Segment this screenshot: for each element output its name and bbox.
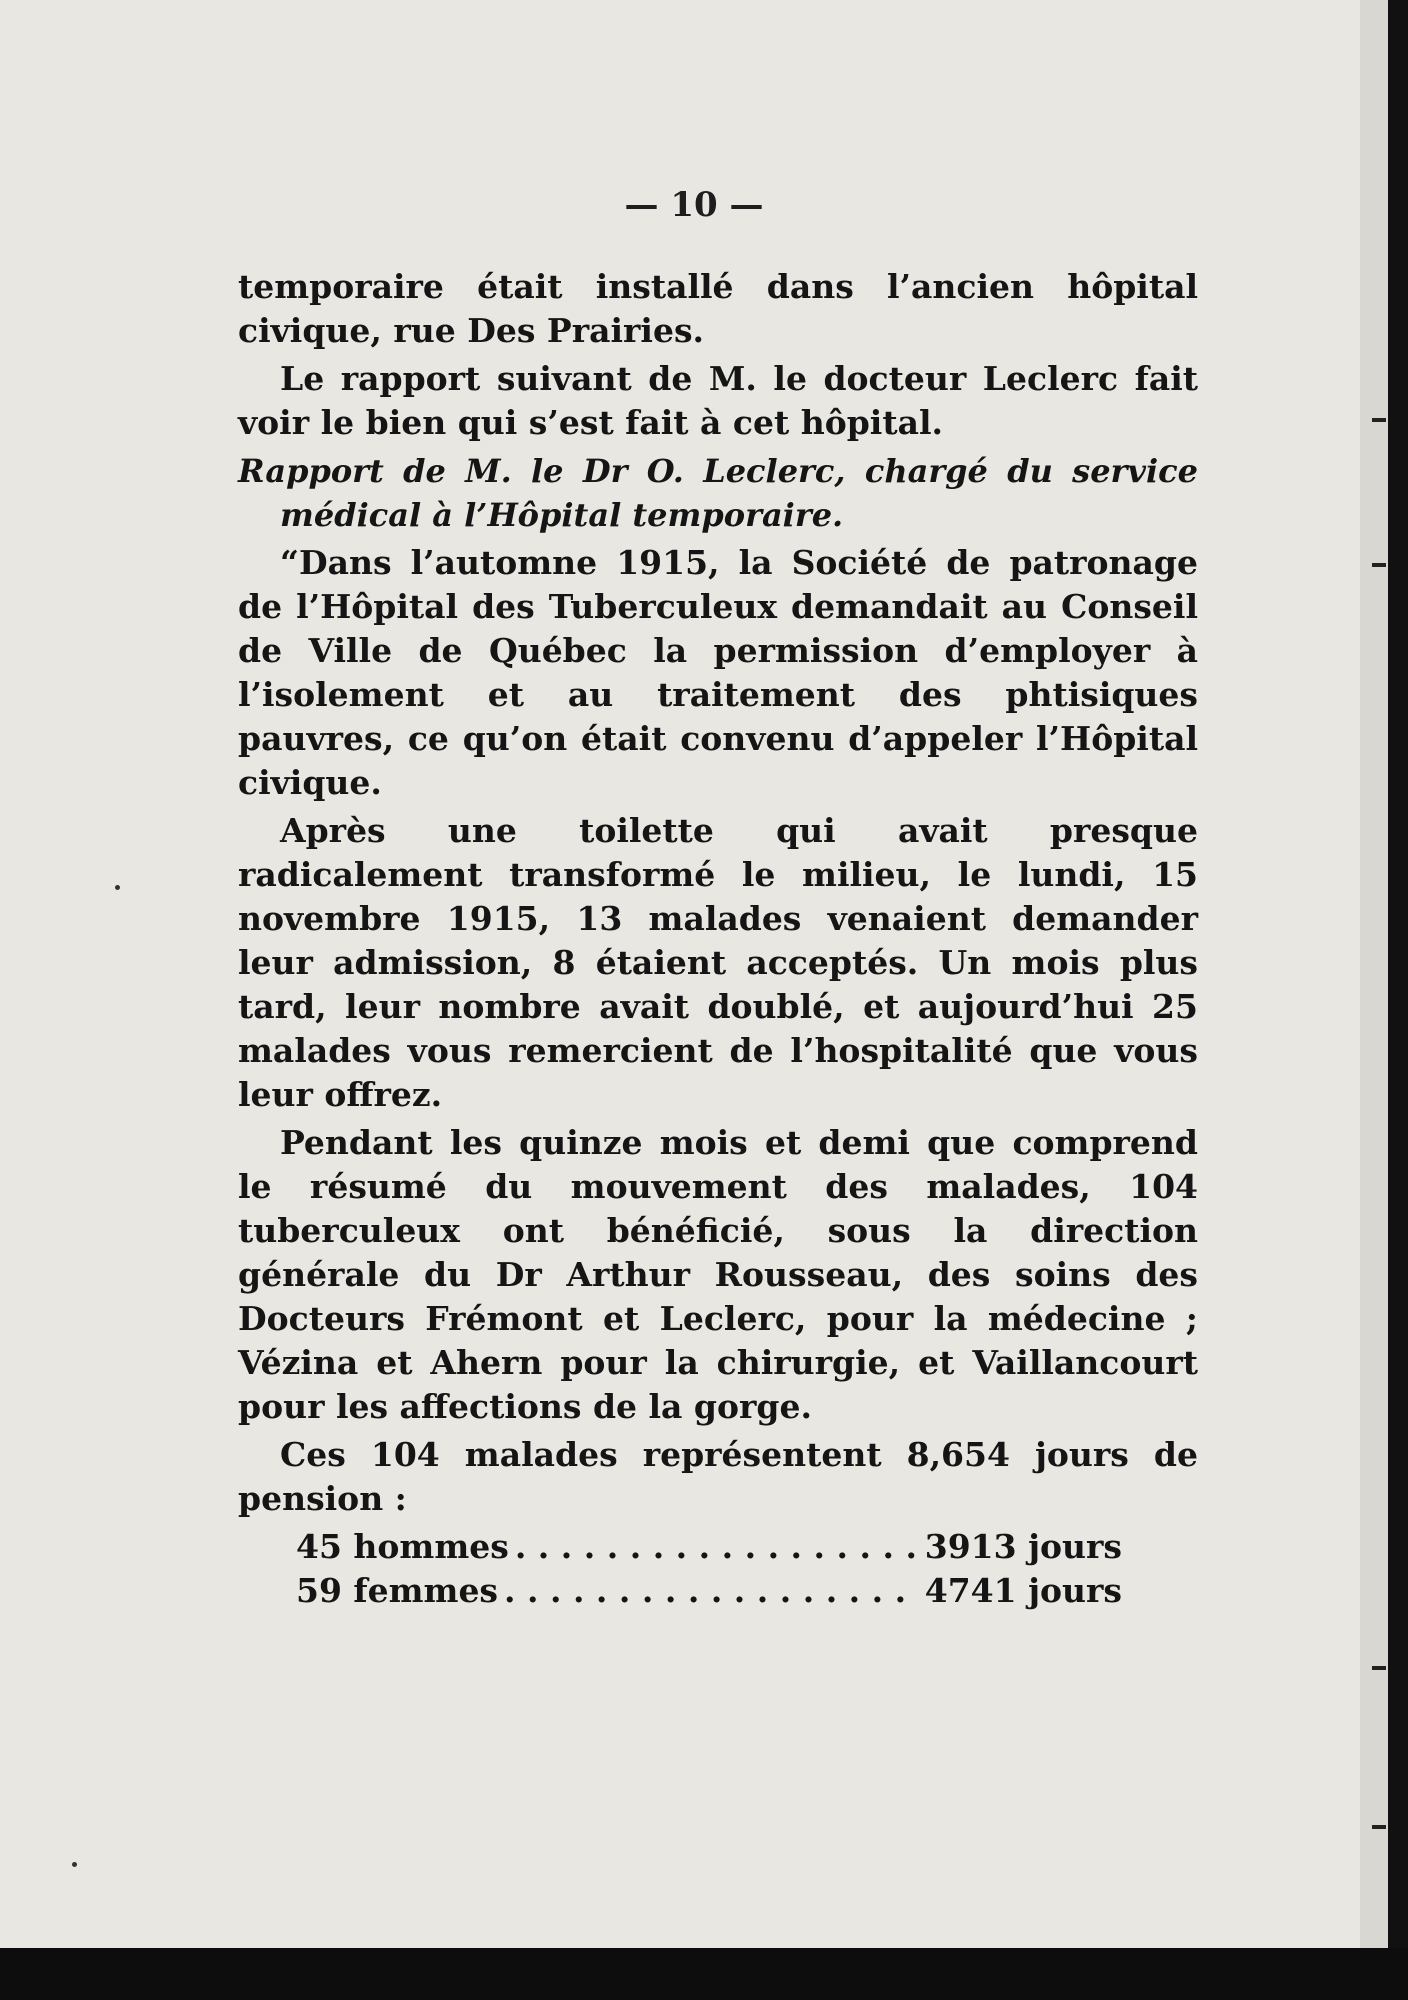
stat-label: 59 femmes xyxy=(296,1571,499,1610)
paragraph: Pendant les quinze mois et demi que comprend le résumé du mouvement des malades, 104 tuberculeux ont bénéficié, sous la direction générale du Dr Arthur Rousseau, des soins des Docteurs Frémont et Leclerc, pour la médecine ; Vézina et Ahern pour la chirurgie, et Vaillancourt pour les affections de la gorge. xyxy=(238,1123,1198,1426)
stat-value: 4741 jours xyxy=(924,1571,1122,1610)
paragraph: “Dans l’automne 1915, la Société de patronage de l’Hôpital des Tuberculeux demandait au Conseil de Ville de Québec la permission d’employer à l’isolement et au traitement des phtisiques pauvres, ce qu’on était convenu d’appeler l’Hôpital civique. xyxy=(238,543,1198,802)
binding-mark xyxy=(1372,1666,1386,1670)
stat-value: 3913 jours xyxy=(924,1527,1122,1566)
stat-row-men xyxy=(296,1525,1122,1569)
paragraph: Ces 104 malades représentent 8,654 jours de pension : xyxy=(238,1435,1198,1518)
page-number: — 10 — xyxy=(624,185,764,225)
dot-leader xyxy=(504,1569,919,1613)
paragraph: Après une toilette qui avait presque radicalement transformé le milieu, le lundi, 15 novembre 1915, 13 malades venaient demander leur admission, 8 étaient acceptés. Un mois plus tard, leur nombre avait doublé, et aujourd’hui 25 malades vous remercient de l’hospitalité que vous leur offrez. xyxy=(238,811,1198,1114)
body-text xyxy=(238,265,1198,1613)
binding-mark xyxy=(1372,563,1386,567)
report-heading: Rapport de M. le Dr O. Leclerc, chargé du service médical à l’Hôpital temporaire. xyxy=(238,452,1198,534)
scan-border-right xyxy=(1388,0,1408,1948)
scan-speck xyxy=(115,885,120,890)
binding-mark xyxy=(1372,1825,1386,1829)
stat-row-women xyxy=(296,1569,1122,1613)
scan-speck xyxy=(72,1862,77,1867)
scan-border-bottom xyxy=(0,1948,1408,2000)
binding-mark xyxy=(1372,418,1386,422)
paragraph: Le rapport suivant de M. le docteur Leclerc fait voir le bien qui s’est fait à cet hôpital. xyxy=(238,359,1198,442)
dot-leader xyxy=(515,1525,919,1569)
page-margin-strip xyxy=(1360,0,1388,1948)
paragraph: temporaire était installé dans l’ancien hôpital civique, rue Des Prairies. xyxy=(238,267,1198,350)
stat-label: 45 hommes xyxy=(296,1527,509,1566)
